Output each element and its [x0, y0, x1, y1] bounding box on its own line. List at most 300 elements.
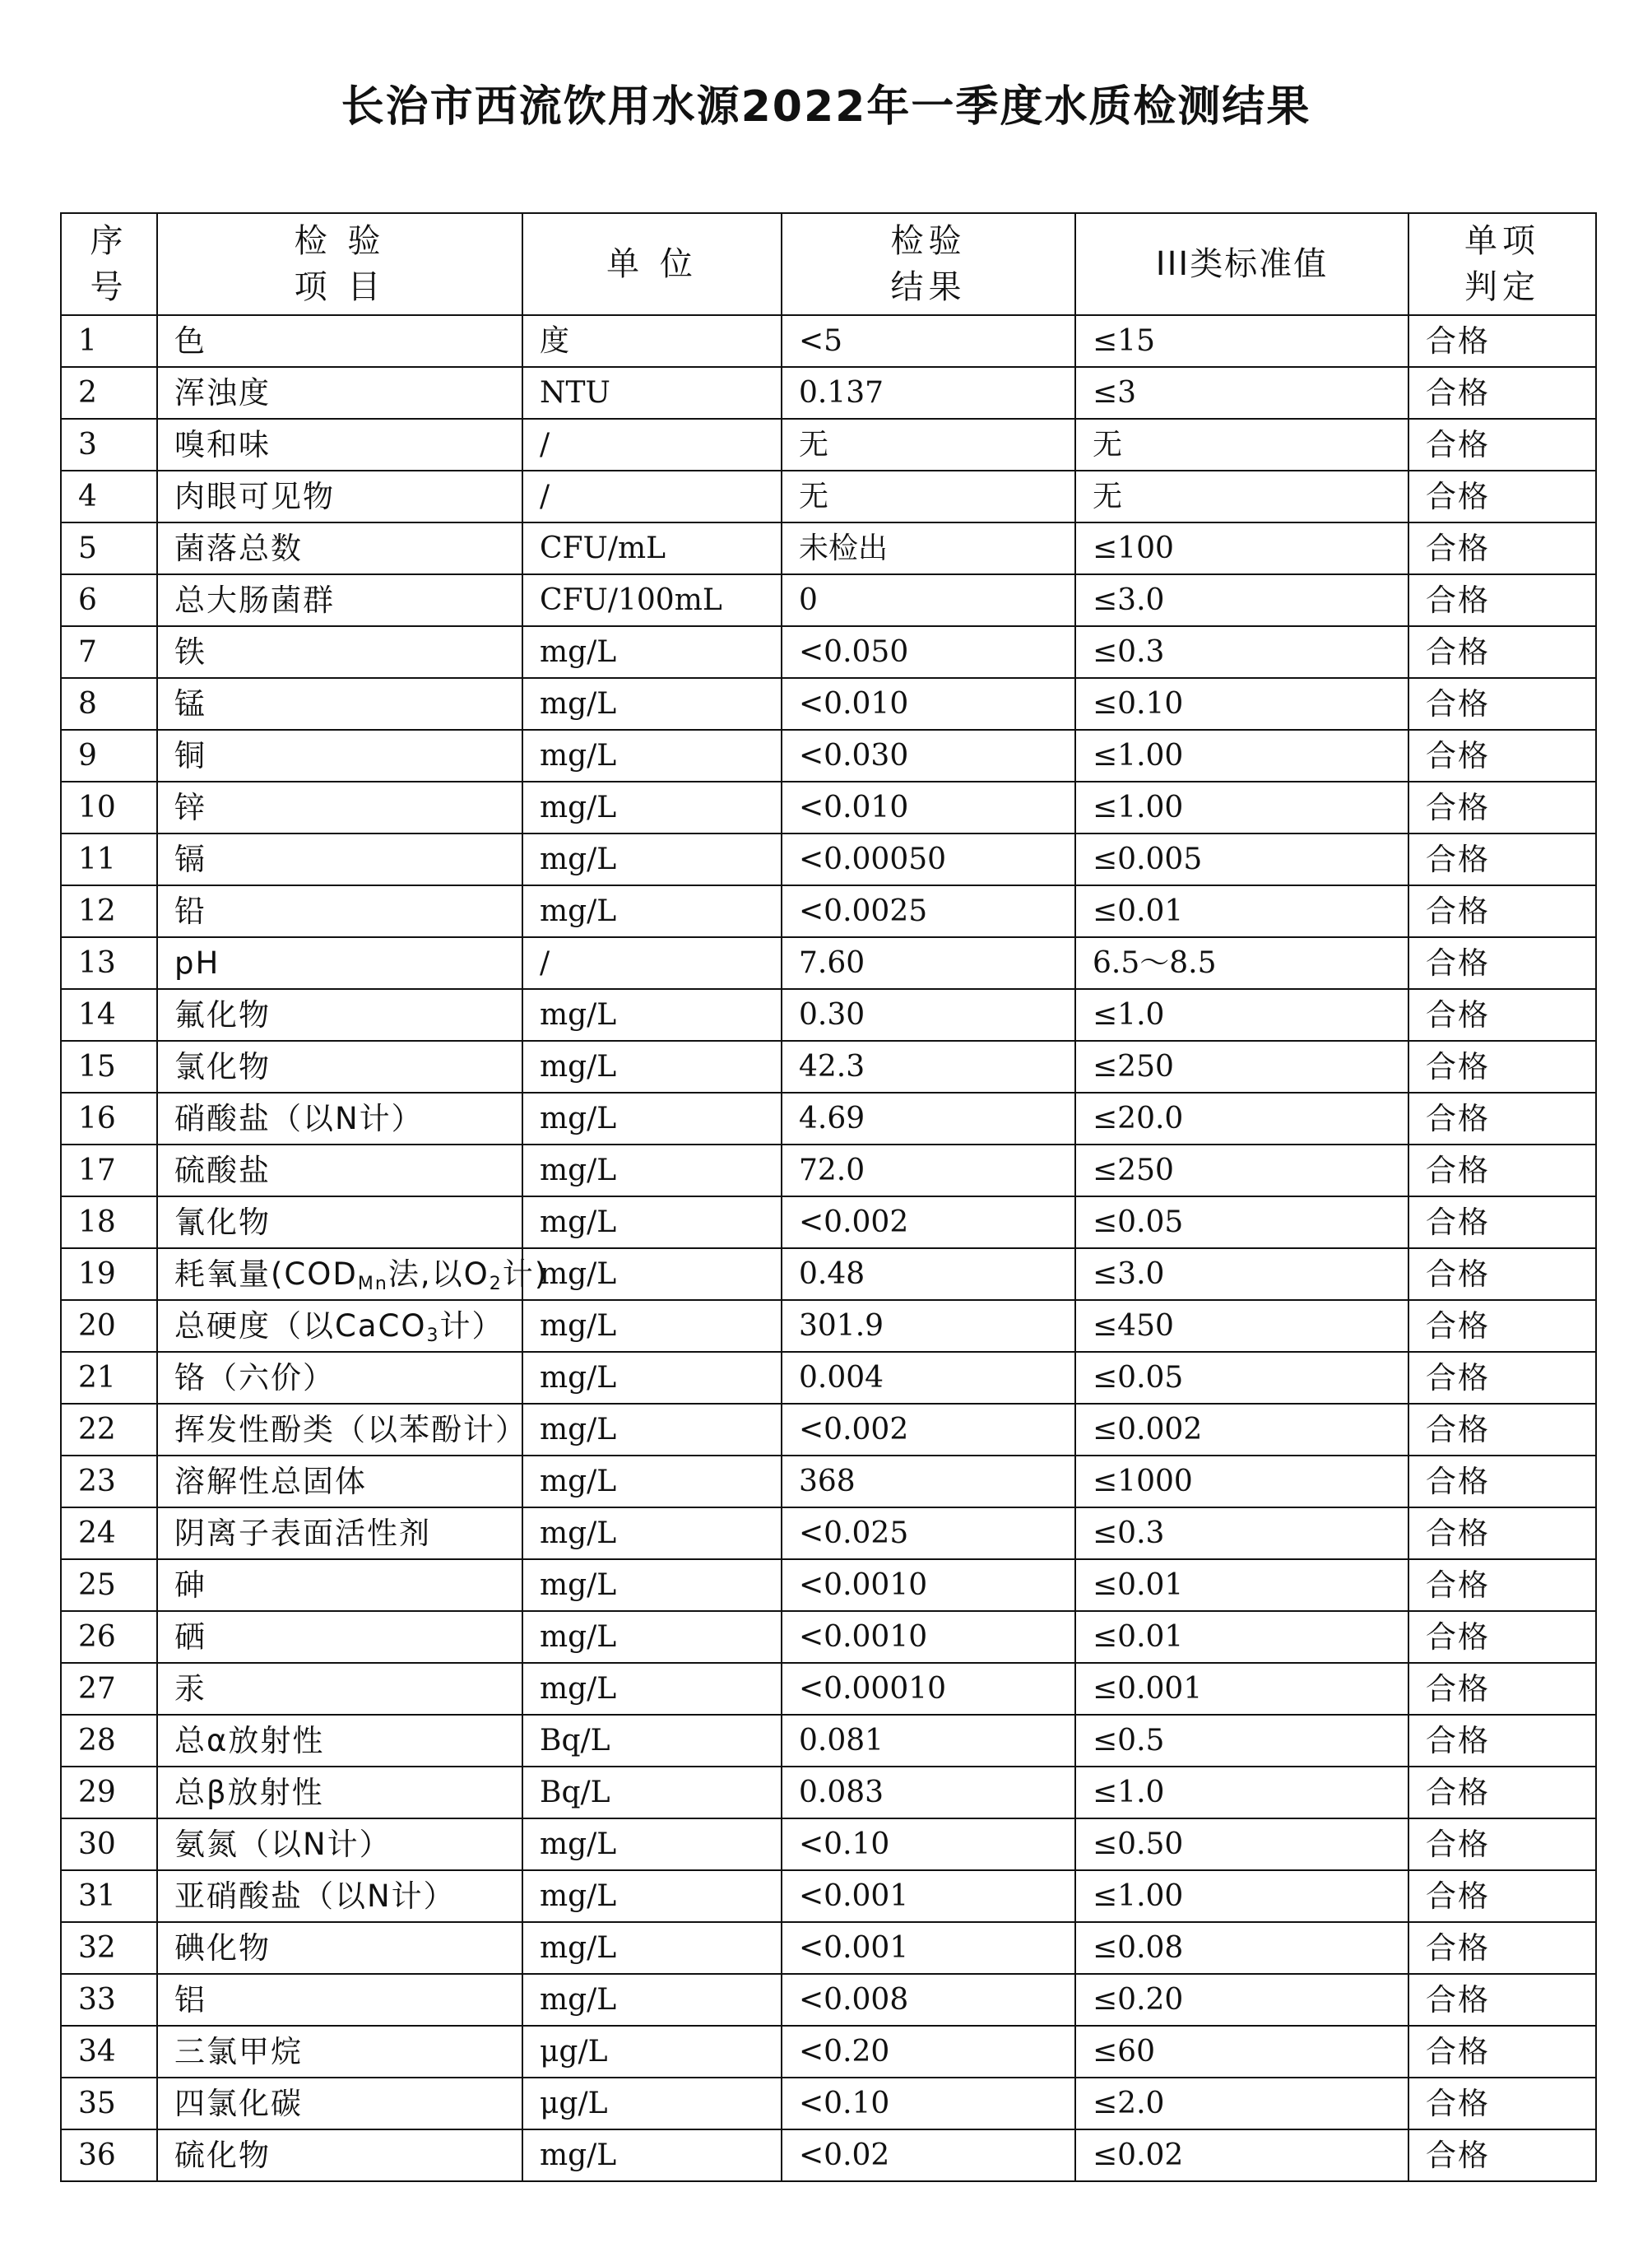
table-row — [61, 1715, 1596, 1767]
table-row — [61, 1456, 1596, 1507]
item-text: 氯化物 — [174, 1049, 271, 1084]
cell-standard: ≤0.3 — [1075, 626, 1408, 678]
cell-unit: mg/L — [522, 1093, 782, 1145]
cell-item — [157, 1611, 522, 1663]
cell-result: 0.083 — [782, 1767, 1075, 1818]
cell-standard: ≤20.0 — [1075, 1093, 1408, 1145]
cell-item — [157, 1922, 522, 1974]
cell-result: <0.20 — [782, 2026, 1075, 2078]
cell-seq: 7 — [61, 626, 157, 678]
cell-standard: ≤100 — [1075, 522, 1408, 574]
cell-unit: mg/L — [522, 678, 782, 730]
cell-standard: ≤0.5 — [1075, 1715, 1408, 1767]
cell-item — [157, 1196, 522, 1248]
cell-unit: mg/L — [522, 2129, 782, 2181]
cell-seq: 21 — [61, 1352, 157, 1404]
cell-standard: 无 — [1075, 471, 1408, 522]
cell-result: <0.001 — [782, 1870, 1075, 1922]
cell-result: 301.9 — [782, 1300, 1075, 1352]
header-judge-line: 单项 — [1464, 222, 1540, 260]
cell-unit: mg/L — [522, 626, 782, 678]
header-judge-line: 判定 — [1464, 268, 1540, 306]
item-text: 色 — [174, 323, 206, 359]
item-text: 汞 — [174, 1671, 206, 1706]
cell-unit: mg/L — [522, 1870, 782, 1922]
table-row — [61, 833, 1596, 885]
cell-standard: ≤0.01 — [1075, 1611, 1408, 1663]
cell-unit: CFU/mL — [522, 522, 782, 574]
cell-result: <0.10 — [782, 2078, 1075, 2129]
cell-unit: mg/L — [522, 1456, 782, 1507]
table-row — [61, 1663, 1596, 1715]
cell-standard: ≤1.0 — [1075, 1767, 1408, 1818]
cell-unit: / — [522, 471, 782, 522]
table-row — [61, 1145, 1596, 1196]
cell-unit: mg/L — [522, 1559, 782, 1611]
cell-item — [157, 1352, 522, 1404]
item-text: 硫化物 — [174, 2138, 271, 2173]
table-row — [61, 1559, 1596, 1611]
item-text: 法,以O — [387, 1256, 490, 1292]
cell-item — [157, 2026, 522, 2078]
table-body — [61, 315, 1596, 2181]
cell-judge: 合格 — [1408, 1456, 1596, 1507]
cell-seq: 23 — [61, 1456, 157, 1507]
cell-unit: NTU — [522, 367, 782, 419]
table-row — [61, 1611, 1596, 1663]
cell-result: <0.002 — [782, 1196, 1075, 1248]
cell-item — [157, 730, 522, 782]
cell-seq: 10 — [61, 782, 157, 833]
cell-standard: ≤2.0 — [1075, 2078, 1408, 2129]
item-subscript: 3 — [426, 1326, 440, 1346]
table-row — [61, 1922, 1596, 1974]
cell-standard: ≤450 — [1075, 1300, 1408, 1352]
cell-unit: CFU/100mL — [522, 574, 782, 626]
cell-seq: 4 — [61, 471, 157, 522]
item-text: 锌 — [174, 790, 206, 825]
cell-seq: 9 — [61, 730, 157, 782]
header-result-line: 检验 — [890, 222, 967, 260]
cell-item — [157, 315, 522, 367]
table-row — [61, 1300, 1596, 1352]
cell-seq: 20 — [61, 1300, 157, 1352]
table-row — [61, 678, 1596, 730]
cell-unit: mg/L — [522, 1818, 782, 1870]
cell-item — [157, 419, 522, 471]
cell-item — [157, 1559, 522, 1611]
cell-judge: 合格 — [1408, 1767, 1596, 1818]
cell-judge: 合格 — [1408, 1248, 1596, 1300]
cell-seq: 16 — [61, 1093, 157, 1145]
cell-standard: ≤15 — [1075, 315, 1408, 367]
cell-standard: ≤0.005 — [1075, 833, 1408, 885]
table-row — [61, 1870, 1596, 1922]
cell-result: 0.081 — [782, 1715, 1075, 1767]
item-text: 硝酸盐（以N计） — [174, 1101, 424, 1136]
cell-result: <0.050 — [782, 626, 1075, 678]
cell-unit: mg/L — [522, 1300, 782, 1352]
cell-standard: ≤1.00 — [1075, 1870, 1408, 1922]
cell-seq: 14 — [61, 989, 157, 1041]
cell-result: 0.137 — [782, 367, 1075, 419]
cell-judge: 合格 — [1408, 1922, 1596, 1974]
cell-standard: ≤0.08 — [1075, 1922, 1408, 1974]
item-text: 铁 — [174, 634, 206, 670]
cell-judge: 合格 — [1408, 574, 1596, 626]
item-text: 肉眼可见物 — [174, 479, 335, 514]
cell-standard: ≤0.05 — [1075, 1196, 1408, 1248]
cell-seq: 30 — [61, 1818, 157, 1870]
cell-result: 无 — [782, 419, 1075, 471]
cell-judge: 合格 — [1408, 782, 1596, 833]
cell-seq: 3 — [61, 419, 157, 471]
cell-item — [157, 1404, 527, 1456]
cell-judge: 合格 — [1408, 1041, 1596, 1093]
cell-judge: 合格 — [1408, 1559, 1596, 1611]
cell-judge: 合格 — [1408, 1611, 1596, 1663]
item-text: 阴离子表面活性剂 — [174, 1516, 431, 1551]
table-row — [61, 1093, 1596, 1145]
cell-unit: mg/L — [522, 1041, 782, 1093]
cell-seq: 29 — [61, 1767, 157, 1818]
cell-judge: 合格 — [1408, 989, 1596, 1041]
item-text: 铜 — [174, 738, 206, 773]
item-text: 耗氧量(COD — [174, 1256, 358, 1292]
table-row — [61, 419, 1596, 471]
cell-seq: 36 — [61, 2129, 157, 2181]
table-row — [61, 315, 1596, 367]
item-text: 氨氮（以N计） — [174, 1827, 392, 1862]
cell-result: <0.010 — [782, 782, 1075, 833]
cell-result: 7.60 — [782, 937, 1075, 989]
cell-judge: 合格 — [1408, 419, 1596, 471]
cell-judge: 合格 — [1408, 1974, 1596, 2026]
cell-seq: 18 — [61, 1196, 157, 1248]
cell-seq: 1 — [61, 315, 157, 367]
cell-standard: ≤250 — [1075, 1041, 1408, 1093]
header-unit — [522, 213, 782, 315]
cell-seq: 27 — [61, 1663, 157, 1715]
header-seq-line: 号 — [90, 268, 128, 306]
cell-unit: mg/L — [522, 1507, 782, 1559]
cell-unit: mg/L — [522, 1352, 782, 1404]
cell-standard: 6.5～8.5 — [1075, 937, 1408, 989]
cell-judge: 合格 — [1408, 2026, 1596, 2078]
item-text: 亚硝酸盐（以N计） — [174, 1878, 456, 1914]
cell-item — [157, 885, 522, 937]
item-text: 硒 — [174, 1619, 206, 1655]
cell-seq: 26 — [61, 1611, 157, 1663]
cell-unit: μg/L — [522, 2078, 782, 2129]
cell-seq: 15 — [61, 1041, 157, 1093]
cell-item — [157, 1974, 522, 2026]
cell-judge: 合格 — [1408, 885, 1596, 937]
header-item-line: 检 验 — [294, 222, 386, 260]
table-row — [61, 1767, 1596, 1818]
item-subscript: 2 — [489, 1274, 503, 1294]
cell-seq: 12 — [61, 885, 157, 937]
item-text: 氰化物 — [174, 1205, 271, 1240]
table-row — [61, 367, 1596, 419]
cell-seq: 25 — [61, 1559, 157, 1611]
item-text: 氟化物 — [174, 997, 271, 1033]
item-text: 总大肠菌群 — [174, 583, 335, 618]
cell-unit: mg/L — [522, 1974, 782, 2026]
cell-result: 无 — [782, 471, 1075, 522]
cell-result: <0.10 — [782, 1818, 1075, 1870]
cell-item — [157, 471, 522, 522]
cell-judge: 合格 — [1408, 1663, 1596, 1715]
cell-standard: ≤3.0 — [1075, 574, 1408, 626]
header-unit-line: 单 位 — [606, 245, 698, 283]
cell-result: <5 — [782, 315, 1075, 367]
cell-result: <0.030 — [782, 730, 1075, 782]
cell-result: 72.0 — [782, 1145, 1075, 1196]
cell-judge: 合格 — [1408, 730, 1596, 782]
table-row — [61, 1404, 1596, 1456]
cell-standard: ≤250 — [1075, 1145, 1408, 1196]
item-text: 砷 — [174, 1567, 206, 1603]
cell-result: 0 — [782, 574, 1075, 626]
cell-judge: 合格 — [1408, 522, 1596, 574]
cell-unit: mg/L — [522, 1196, 782, 1248]
cell-seq: 34 — [61, 2026, 157, 2078]
cell-standard: ≤60 — [1075, 2026, 1408, 2078]
cell-standard: 无 — [1075, 419, 1408, 471]
cell-unit: mg/L — [522, 1663, 782, 1715]
cell-item — [157, 782, 522, 833]
header-result — [782, 213, 1075, 315]
cell-seq: 2 — [61, 367, 157, 419]
cell-item — [157, 574, 522, 626]
cell-judge: 合格 — [1408, 1145, 1596, 1196]
table-row — [61, 2026, 1596, 2078]
cell-item — [157, 678, 522, 730]
header-item — [157, 213, 522, 315]
cell-result: <0.02 — [782, 2129, 1075, 2181]
cell-seq: 35 — [61, 2078, 157, 2129]
header-seq — [61, 213, 157, 315]
cell-result: <0.00010 — [782, 1663, 1075, 1715]
table-row — [61, 730, 1596, 782]
page-title: 长治市西流饮用水源2022年一季度水质检测结果 — [341, 82, 1311, 132]
cell-item — [157, 1715, 522, 1767]
cell-item — [157, 1093, 522, 1145]
header-result-line: 结果 — [890, 268, 967, 306]
cell-judge: 合格 — [1408, 315, 1596, 367]
cell-judge: 合格 — [1408, 1715, 1596, 1767]
cell-unit: Bq/L — [522, 1767, 782, 1818]
cell-unit: mg/L — [522, 782, 782, 833]
cell-judge: 合格 — [1408, 471, 1596, 522]
cell-result: 368 — [782, 1456, 1075, 1507]
cell-standard: ≤1.00 — [1075, 782, 1408, 833]
table-row — [61, 1974, 1596, 2026]
table-row — [61, 937, 1596, 989]
cell-seq: 8 — [61, 678, 157, 730]
cell-judge: 合格 — [1408, 1300, 1596, 1352]
item-text: 总α放射性 — [174, 1723, 325, 1758]
item-text: 菌落总数 — [174, 531, 303, 566]
item-text: 溶解性总固体 — [174, 1464, 367, 1499]
cell-judge: 合格 — [1408, 937, 1596, 989]
cell-item — [157, 937, 522, 989]
table-row — [61, 1352, 1596, 1404]
item-text: 硫酸盐 — [174, 1153, 271, 1188]
table-row — [61, 1248, 1596, 1300]
cell-item — [157, 626, 522, 678]
cell-result: <0.0010 — [782, 1611, 1075, 1663]
cell-item — [157, 833, 522, 885]
cell-unit: 度 — [522, 315, 782, 367]
cell-unit: μg/L — [522, 2026, 782, 2078]
header-seq-line: 序 — [90, 222, 128, 260]
table-row — [61, 2129, 1596, 2181]
cell-result: 0.30 — [782, 989, 1075, 1041]
cell-seq: 31 — [61, 1870, 157, 1922]
cell-seq: 32 — [61, 1922, 157, 1974]
cell-result: <0.0025 — [782, 885, 1075, 937]
item-text: 铬（六价） — [174, 1360, 335, 1395]
cell-result: 4.69 — [782, 1093, 1075, 1145]
cell-judge: 合格 — [1408, 1093, 1596, 1145]
item-text: pH — [174, 945, 220, 981]
cell-seq: 17 — [61, 1145, 157, 1196]
table-row — [61, 1818, 1596, 1870]
cell-unit: mg/L — [522, 1922, 782, 1974]
header-standard-line: III类标准值 — [1155, 245, 1329, 283]
cell-item — [157, 1456, 522, 1507]
cell-item — [157, 1300, 522, 1352]
cell-standard: ≤0.002 — [1075, 1404, 1408, 1456]
cell-judge: 合格 — [1408, 2078, 1596, 2129]
cell-item — [157, 367, 522, 419]
header-standard — [1075, 213, 1408, 315]
cell-standard: ≤3.0 — [1075, 1248, 1408, 1300]
cell-item — [157, 522, 522, 574]
item-text: 总β放射性 — [174, 1775, 324, 1810]
cell-standard: ≤0.05 — [1075, 1352, 1408, 1404]
cell-standard: ≤0.01 — [1075, 1559, 1408, 1611]
cell-item — [157, 1870, 522, 1922]
item-text: 锰 — [174, 686, 206, 722]
cell-standard: ≤0.01 — [1075, 885, 1408, 937]
table-row — [61, 626, 1596, 678]
cell-unit: mg/L — [522, 1404, 782, 1456]
item-text: 镉 — [174, 842, 206, 877]
cell-standard: ≤0.10 — [1075, 678, 1408, 730]
cell-seq: 5 — [61, 522, 157, 574]
cell-result: 0.004 — [782, 1352, 1075, 1404]
cell-unit: / — [522, 937, 782, 989]
table-row — [61, 1196, 1596, 1248]
cell-standard: ≤3 — [1075, 367, 1408, 419]
cell-item — [157, 989, 522, 1041]
cell-result: <0.002 — [782, 1404, 1075, 1456]
cell-unit: mg/L — [522, 1145, 782, 1196]
cell-judge: 合格 — [1408, 833, 1596, 885]
header-judge — [1408, 213, 1596, 315]
table-row — [61, 885, 1596, 937]
cell-judge: 合格 — [1408, 1507, 1596, 1559]
water-quality-table — [60, 212, 1597, 2182]
cell-item — [157, 1248, 549, 1300]
cell-judge: 合格 — [1408, 1196, 1596, 1248]
cell-result: <0.0010 — [782, 1559, 1075, 1611]
item-text: 计） — [439, 1308, 504, 1344]
cell-unit: mg/L — [522, 1611, 782, 1663]
cell-result: <0.010 — [782, 678, 1075, 730]
cell-standard: ≤0.3 — [1075, 1507, 1408, 1559]
cell-seq: 24 — [61, 1507, 157, 1559]
cell-unit: mg/L — [522, 989, 782, 1041]
cell-result: <0.008 — [782, 1974, 1075, 2026]
item-subscript: Mn — [357, 1274, 388, 1294]
cell-standard: ≤1.00 — [1075, 730, 1408, 782]
cell-item — [157, 1818, 522, 1870]
table-row — [61, 471, 1596, 522]
cell-result: 0.48 — [782, 1248, 1075, 1300]
cell-judge: 合格 — [1408, 1818, 1596, 1870]
cell-seq: 11 — [61, 833, 157, 885]
cell-standard: ≤0.20 — [1075, 1974, 1408, 2026]
cell-item — [157, 2078, 522, 2129]
cell-judge: 合格 — [1408, 367, 1596, 419]
item-text: 浑浊度 — [174, 375, 271, 411]
table-row — [61, 989, 1596, 1041]
table-row — [61, 1041, 1596, 1093]
cell-seq: 19 — [61, 1248, 157, 1300]
cell-judge: 合格 — [1408, 678, 1596, 730]
cell-judge: 合格 — [1408, 1352, 1596, 1404]
cell-unit: / — [522, 419, 782, 471]
table-row — [61, 574, 1596, 626]
cell-seq: 33 — [61, 1974, 157, 2026]
cell-standard: ≤1.0 — [1075, 989, 1408, 1041]
cell-judge: 合格 — [1408, 2129, 1596, 2181]
item-text: 碘化物 — [174, 1930, 271, 1966]
table-header-row — [61, 213, 1596, 315]
cell-unit: mg/L — [522, 1248, 782, 1300]
cell-standard: ≤0.02 — [1075, 2129, 1408, 2181]
cell-seq: 22 — [61, 1404, 157, 1456]
cell-item — [157, 1507, 522, 1559]
table-row — [61, 1507, 1596, 1559]
cell-judge: 合格 — [1408, 626, 1596, 678]
item-text: 铝 — [174, 1982, 206, 2018]
cell-standard: ≤1000 — [1075, 1456, 1408, 1507]
table-row — [61, 522, 1596, 574]
cell-item — [157, 1041, 522, 1093]
cell-result: 42.3 — [782, 1041, 1075, 1093]
item-text: 总硬度（以CaCO — [174, 1308, 427, 1344]
cell-result: <0.001 — [782, 1922, 1075, 1974]
cell-item — [157, 1663, 522, 1715]
cell-seq: 6 — [61, 574, 157, 626]
cell-judge: 合格 — [1408, 1870, 1596, 1922]
cell-judge: 合格 — [1408, 1404, 1596, 1456]
cell-unit: mg/L — [522, 833, 782, 885]
table-row — [61, 782, 1596, 833]
table-row — [61, 2078, 1596, 2129]
cell-unit: Bq/L — [522, 1715, 782, 1767]
item-text: 嗅和味 — [174, 427, 271, 462]
header-item-line: 项 目 — [294, 268, 386, 306]
item-text: 铅 — [174, 894, 206, 929]
cell-seq: 13 — [61, 937, 157, 989]
cell-result: 未检出 — [782, 522, 1075, 574]
